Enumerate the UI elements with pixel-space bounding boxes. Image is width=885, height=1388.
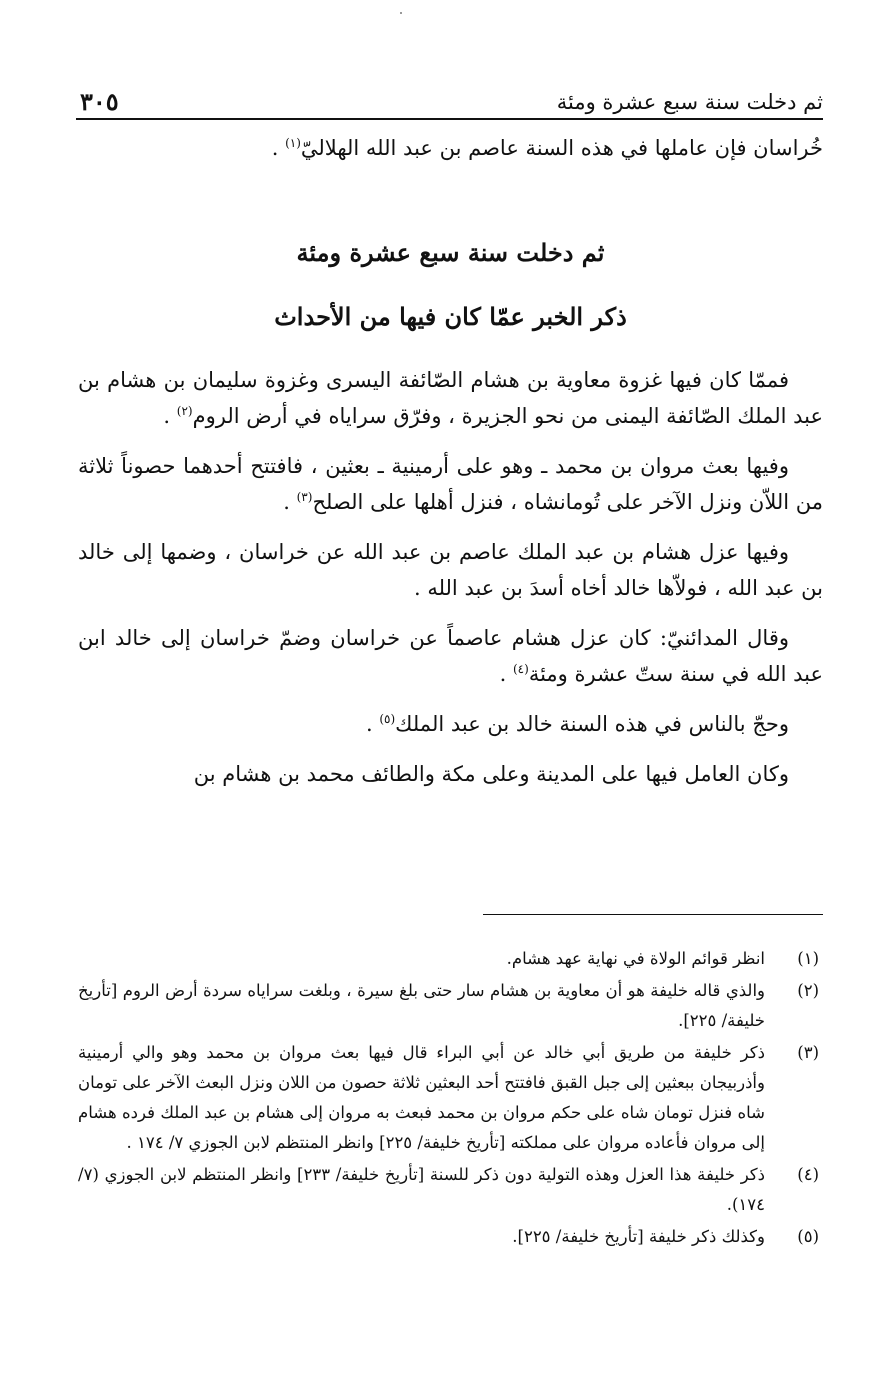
main-text — [78, 130, 823, 806]
paragraph — [78, 706, 823, 742]
footnote — [78, 1222, 823, 1252]
paragraph — [78, 620, 823, 692]
footnote-ref: (٣) — [296, 490, 313, 504]
page-header — [76, 70, 823, 116]
paragraph — [78, 448, 823, 520]
continuation-line — [78, 130, 823, 166]
paragraph-text: وقال المدائنيّ: كان عزل هشام عاصماً عن خراسان وضمّ خراسان إلى خالد ابن عبد الله في سنة ستّ عشرة ومئة — [78, 626, 823, 686]
footnote-number: (٢) — [797, 981, 819, 1000]
footnote-text: ذكر خليفة من طريق أبي خالد عن أبي البراء قال فيها بعث مروان بن محمد وهو والي أرمينية وأذربيجان ببعثين إلى جبل القبق فافتتح أحد البعثين ثلاثة حصون من اللان ونزل البعث الآخر على تومان شاه فنزل تومان شاه على حكم مروان بن محمد فبعث به مروان إلى هشام بن عبد الملك فرده هشام إلى مروان فأعاده مروان على مملكته [تأريخ خليفة/ ٢٢٥] وانظر المنتظم لابن الجوزي ٧/ ١٧٤ . — [78, 1043, 765, 1152]
heading-events: ذكر الخبر عمّا كان فيها من الأحداث — [274, 302, 627, 331]
footnote — [78, 944, 823, 974]
footnote-separator — [483, 914, 823, 915]
scan-speck — [400, 12, 402, 14]
paragraph-text: وفيها عزل هشام بن عبد الملك عاصم بن عبد الله عن خراسان ، وضمها إلى خالد بن عبد الله ، فولاّها خالد أخاه أسدَ بن عبد الله . — [78, 540, 823, 600]
heading-year: ثم دخلت سنة سبع عشرة ومئة — [296, 238, 605, 267]
page-number: ٣٠٥ — [80, 87, 119, 116]
paragraph-text: وفيها بعث مروان بن محمد ـ وهو على أرمينية ـ بعثين ، فافتتح أحدهما حصوناً ثلاثة من اللاّن ونزل الآخر على تُومانشاه ، فنزل أهلها على الصلح — [78, 454, 823, 514]
paragraph-text: وكان العامل فيها على المدينة وعلى مكة والطائف محمد بن هشام بن — [193, 762, 789, 786]
footnote-ref: (١) — [285, 136, 301, 150]
footnote-number: (٣) — [797, 1043, 819, 1062]
footnote — [78, 1038, 823, 1158]
paragraph — [78, 362, 823, 434]
continuation-tail: . — [271, 136, 286, 160]
paragraph — [78, 534, 823, 606]
footnote-ref: (٥) — [379, 712, 396, 726]
paragraph-text: وحجّ بالناس في هذه السنة خالد بن عبد الملك — [395, 712, 789, 736]
footnote-number: (٥) — [797, 1227, 819, 1246]
paragraph-tail: . — [283, 490, 297, 514]
footnote-text: وكذلك ذكر خليفة [تأريخ خليفة/ ٢٢٥]. — [512, 1227, 765, 1246]
paragraph-text: فممّا كان فيها غزوة معاوية بن هشام الصّائفة اليسرى وغزوة سليمان بن هشام بن عبد الملك الصّائفة اليمنى من نحو الجزيرة ، وفرّق سراياه في أرض الروم — [78, 368, 823, 428]
paragraph-tail: . — [365, 712, 380, 736]
footnote-ref: (٤) — [512, 662, 529, 676]
paragraph-tail: . — [499, 662, 513, 686]
footnote — [78, 1160, 823, 1220]
footnote-text: ذكر خليفة هذا العزل وهذه التولية دون ذكر للسنة [تأريخ خليفة/ ٢٣٣] وانظر المنتظم لابن الجوزي (٧/ ١٧٤). — [78, 1165, 765, 1214]
footnote-ref: (٢) — [176, 404, 193, 418]
footnote-number: (٤) — [797, 1165, 819, 1184]
header-rule — [76, 118, 823, 120]
paragraph-tail: . — [163, 404, 177, 428]
continuation-text: خُراسان فإن عاملها في هذه السنة عاصم بن عبد الله الهلاليّ — [300, 136, 823, 160]
footnotes — [78, 944, 823, 1254]
running-head: ثم دخلت سنة سبع عشرة ومئة — [556, 90, 823, 114]
footnote-text: انظر قوائم الولاة في نهاية عهد هشام. — [506, 949, 765, 968]
paragraph — [78, 756, 823, 792]
section-heading — [78, 228, 823, 342]
footnote-text: والذي قاله خليفة هو أن معاوية بن هشام سار حتى بلغ سيرة ، وبلغت سراياه سردة أرض الروم [تأريخ خليفة/ ٢٢٥]. — [78, 981, 765, 1030]
footnote-number: (١) — [797, 949, 819, 968]
footnote — [78, 976, 823, 1036]
